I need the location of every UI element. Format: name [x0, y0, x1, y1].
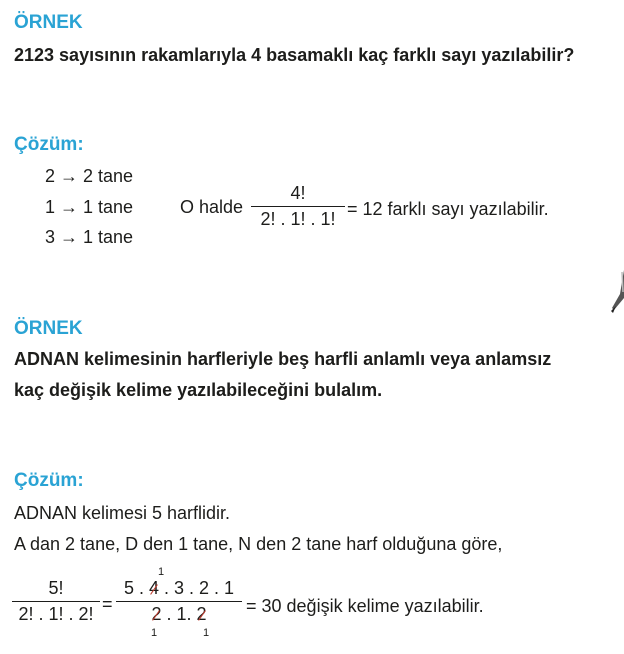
example1-prefix: O halde	[180, 197, 244, 217]
numerator-part-a: 5 .	[123, 578, 149, 598]
count-line-2: 1 → 1 tane	[45, 197, 134, 217]
equals-sign: =	[102, 594, 113, 614]
count-line-1: 2 → 2 tane	[45, 166, 134, 186]
example1-result: = 12 farklı sayı yazılabilir.	[347, 199, 549, 219]
example2-line1: ADNAN kelimesi 5 harflidir.	[14, 503, 231, 523]
example2-fraction2	[116, 578, 242, 625]
example2-question-line2: kaç değişik kelime yazılabileceğini bulalım.	[14, 380, 383, 400]
example2-result: = 30 değişik kelime yazılabilir.	[246, 596, 484, 616]
example2-question-line1: ADNAN kelimesinin harfleriyle beş harfli anlamlı veya anlamsız	[14, 349, 552, 369]
example1-solution-heading: Çözüm:	[14, 134, 84, 155]
struck-digit: 4	[148, 578, 159, 598]
denominator-middle: . 1.	[161, 604, 197, 624]
example2-fraction2-numerator	[116, 578, 242, 599]
example2-fraction2-denominator	[116, 604, 242, 625]
pen-icon	[610, 268, 624, 314]
example1-heading: ÖRNEK	[14, 12, 83, 33]
numerator-part-b: . 3 . 2 . 1	[158, 578, 235, 598]
count-line-3: 3 → 1 tane	[45, 227, 134, 247]
cancel-bottom-value-1: 1	[151, 627, 158, 639]
struck-digit: 2	[151, 604, 162, 624]
example1-fraction-denominator: 2! . 1! . 1!	[260, 209, 336, 229]
fraction-bar	[251, 206, 345, 207]
struck-digit: 2	[196, 604, 207, 624]
example1-fraction-numerator: 4!	[290, 183, 306, 203]
example2-fraction1	[12, 578, 100, 625]
example1-question: 2123 sayısının rakamlarıyla 4 basamaklı kaç farklı sayı yazılabilir?	[14, 45, 575, 65]
example2-heading: ÖRNEK	[14, 318, 83, 339]
cancel-top-value: 1	[158, 566, 165, 578]
example2-fraction1-denominator: 2! . 1! . 2!	[18, 604, 94, 624]
fraction-bar	[116, 601, 242, 602]
example2-line2: A dan 2 tane, D den 1 tane, N den 2 tane harf olduğuna göre,	[14, 534, 503, 554]
cancel-bottom-value-2: 1	[203, 627, 210, 639]
fraction-bar	[12, 601, 100, 602]
example2-solution-heading: Çözüm:	[14, 470, 84, 491]
example1-fraction	[251, 183, 345, 230]
example2-fraction1-numerator: 5!	[48, 578, 64, 598]
